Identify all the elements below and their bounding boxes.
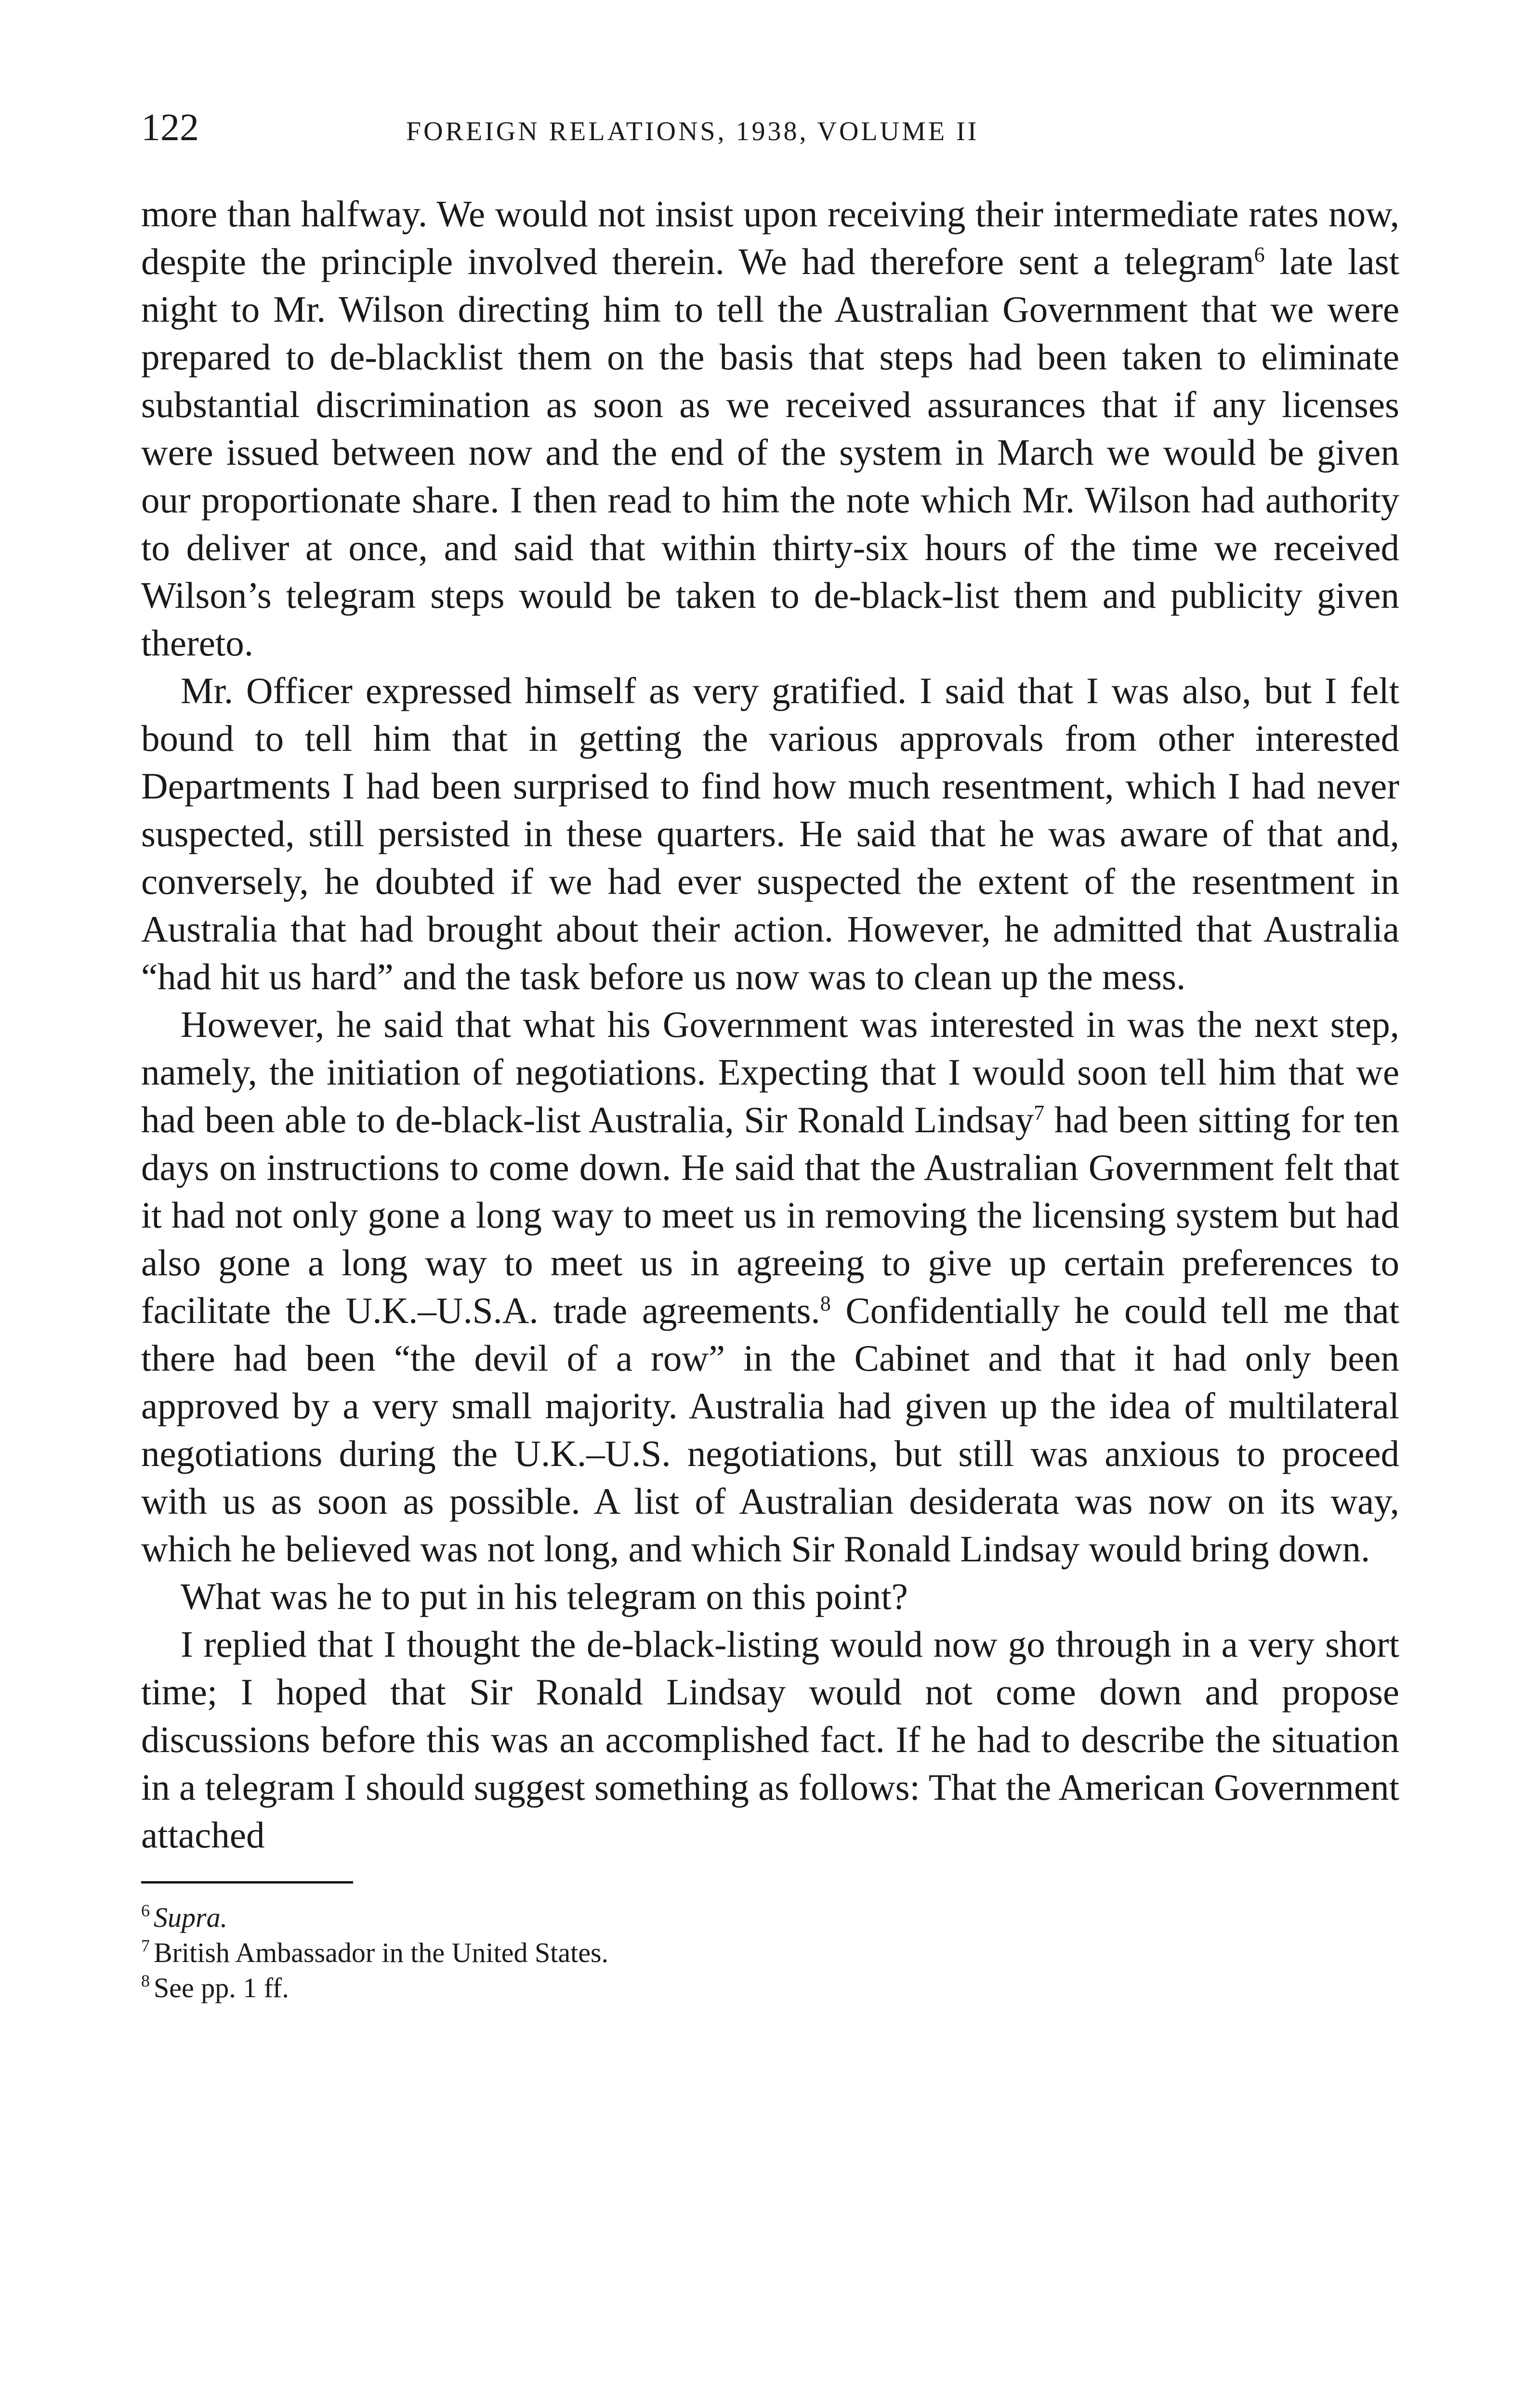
footnote-text: Supra. (154, 1902, 228, 1933)
footnote-text: British Ambassador in the United States. (154, 1937, 609, 1968)
paragraph-5 (141, 1621, 1399, 1859)
paragraph-text: I replied that I thought the de-black-listing would now go through in a very short time; I hoped that Sir Ronald Lindsay would not come down and propose discussions before this was an accomplished fact. If he had to describe the situation in a telegram I should suggest something as follows: That the American Government attached (141, 1623, 1399, 1856)
running-title: FOREIGN RELATIONS, 1938, VOLUME II (406, 117, 979, 146)
footnote-divider (141, 1881, 353, 1884)
paragraph-text: However, he said that what his Government was interested in was the next step, namely, the initiation of negotiations. Expecting that I would soon tell him that we had been able to de-black-list Australia, Sir Ronald Lindsay (141, 1004, 1399, 1140)
footnote-mark: 7 (141, 1936, 150, 1955)
footnote-ref: 7 (1034, 1101, 1045, 1125)
paragraph-1 (141, 190, 1399, 667)
paragraph-3 (141, 1001, 1399, 1573)
footnote-mark: 6 (141, 1901, 150, 1920)
running-head (141, 108, 1399, 161)
paragraph-text: late last night to Mr. Wilson directing him to tell the Australian Government that we were prepared to de-blacklist them on the basis that steps had been taken to eliminate substantial discrimination as soon as we received assurances that if any licenses were issued between now and the end of the system in March we would be given our proportionate share. I then read to him the note which Mr. Wilson had authority to deliver at once, and said that within thirty-six hours of the time we received Wilson’s telegram steps would be taken to de-black-list them and publicity given thereto. (141, 241, 1399, 664)
body-text (141, 190, 1399, 1859)
paragraph-text: What was he to put in his telegram on this point? (181, 1576, 908, 1617)
paragraph-text: Confidentially he could tell me that there had been “the devil of a row” in the Cabinet and that it had only been approved by a very small majority. Australia had given up the idea of multilateral negotiations during the U.K.–U.S. negotiations, but still was anxious to proceed with us as soon as possible. A list of Australian desiderata was now on its way, which he believed was not long, and which Sir Ronald Lindsay would bring down. (141, 1290, 1399, 1570)
footnote-ref: 6 (1254, 243, 1265, 266)
footnote-7 (141, 1935, 1399, 1970)
paragraph-2 (141, 667, 1399, 1001)
paragraph-text: more than halfway. We would not insist upon receiving their intermediate rates now, despite the principle involved therein. We had therefore sent a telegram (141, 193, 1399, 282)
footnote-text: See pp. 1 ff. (154, 1972, 289, 2003)
footnote-ref: 8 (820, 1292, 831, 1315)
footnote-6 (141, 1900, 1399, 1935)
page-number: 122 (141, 106, 199, 149)
document-page (141, 108, 1399, 2005)
paragraph-text: Mr. Officer expressed himself as very gratified. I said that I was also, but I felt bound to tell him that in getting the various approvals from other interested Departments I had been surprised to find how much resentment, which I had never suspected, still persisted in these quarters. He said that he was aware of that and, conversely, he doubted if we had ever suspected the extent of the resentment in Australia that had brought about their action. However, he admitted that Australia “had hit us hard” and the task before us now was to clean up the mess. (141, 670, 1399, 997)
footnote-8 (141, 1970, 1399, 2005)
paragraph-text: had been sitting for ten days on instructions to come down. He said that the Australian Government felt that it had not only gone a long way to meet us in removing the licensing system but had also gone a long way to meet us in agreeing to give up certain preferences to facilitate the U.K.–U.S.A. trade agreements. (141, 1099, 1399, 1331)
footnote-mark: 8 (141, 1971, 150, 1990)
footnotes (141, 1900, 1399, 2005)
paragraph-4 (141, 1573, 1399, 1621)
